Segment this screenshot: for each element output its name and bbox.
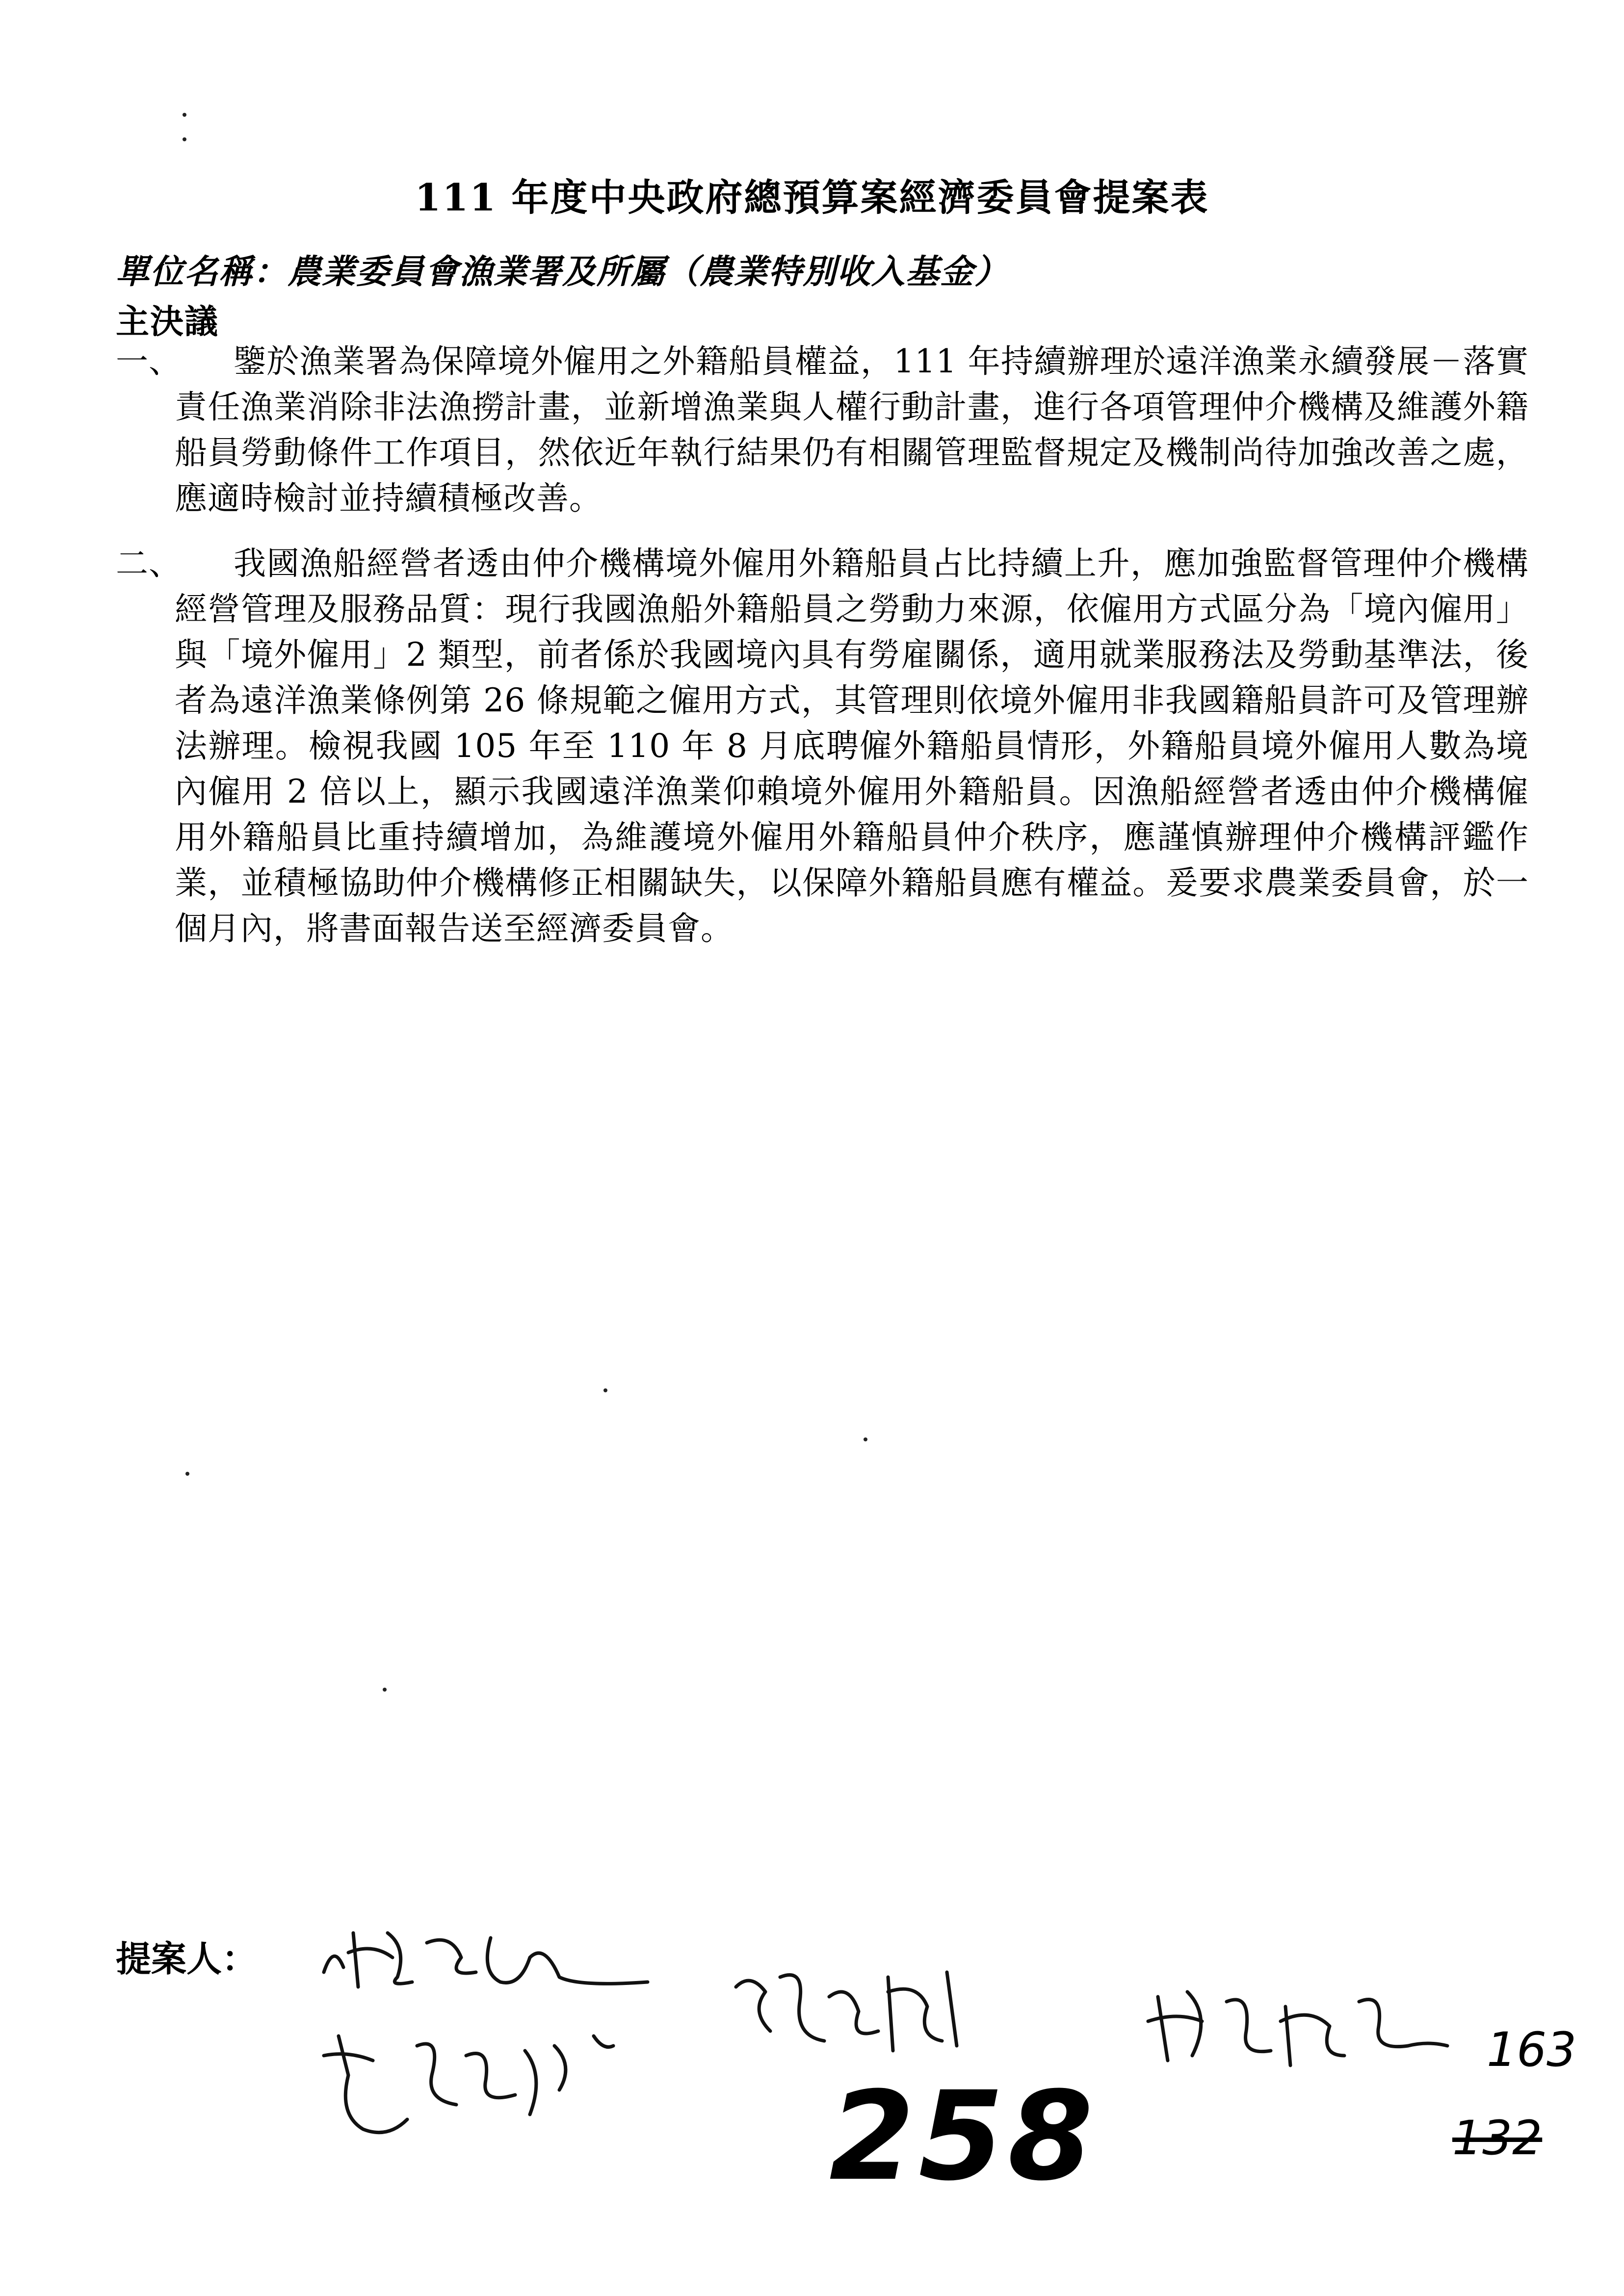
resolution-item-1 [116,339,1529,521]
item-1-marker: 一、 [116,342,182,380]
resolution-heading: 主決議 [116,302,219,341]
scan-speck [864,1437,867,1441]
resolution-item-2 [116,541,1529,951]
unit-name: 農業委員會漁業署及所屬（農業特別收入基金） [288,252,1009,291]
handwritten-number: 258 [829,2065,1097,2208]
page-number-current: 163 [1487,2022,1577,2077]
item-1-text: 鑒於漁業署為保障境外僱用之外籍船員權益，111 年持續辦理於遠洋漁業永續發展－落實責任漁業消除非法漁撈計畫，並新增漁業與人權行動計畫，進行各項管理仲介機構及維護外籍船員勞動條件工作項目，然依近年執行結果仍有相關管理監督規定及機制尚待加強改善之處，應適時檢討並持續積極改善。 [175,342,1529,517]
scan-speck [185,1472,189,1476]
scan-speck [183,137,186,141]
unit-label: 單位名稱： [116,252,288,291]
scan-speck [383,1688,387,1692]
page-number-crossed: 132 [1452,2111,1543,2166]
signature-2 [319,2016,653,2144]
signature-1 [314,1913,657,2002]
unit-line [116,245,1009,293]
item-2-text: 我國漁船經營者透由仲介機構境外僱用外籍船員占比持續上升，應加強監督管理仲介機構經營管理及服務品質：現行我國漁船外籍船員之勞動力來源，依僱用方式區分為「境內僱用」與「境外僱用」2 類型，前者係於我國境內具有勞雇關係，適用就業服務法及勞動基準法，後者為遠洋漁業條例第 26 條規範之僱用方式，其管理則依境外僱用非我國籍船員許可及管理辦法辦理。檢視我國 105 年至 110 年 8 月底聘僱外籍船員情形，外籍船員境外僱用人數為境內僱用 2 倍以上，顯示我國遠洋漁業仰賴境外僱用外籍船員。因漁船經營者透由仲介機構僱用外籍船員比重持續增加，為維護境外僱用外籍船員仲介秩序，應謹慎辦理仲介機構評鑑作業，並積極協助仲介機構修正相關缺失，以保障外籍船員應有權益。爰要求農業委員會，於一個月內，將書面報告送至經濟委員會。 [175,545,1529,947]
proposer-label: 提案人： [116,1938,258,1980]
scan-speck [183,113,186,117]
item-2-marker: 二、 [116,545,182,582]
page-title: 111 年度中央政府總預算案經濟委員會提案表 [415,176,1209,219]
signature-4 [1143,1972,1457,2080]
signature-3 [721,1957,976,2065]
scan-speck [603,1388,607,1392]
